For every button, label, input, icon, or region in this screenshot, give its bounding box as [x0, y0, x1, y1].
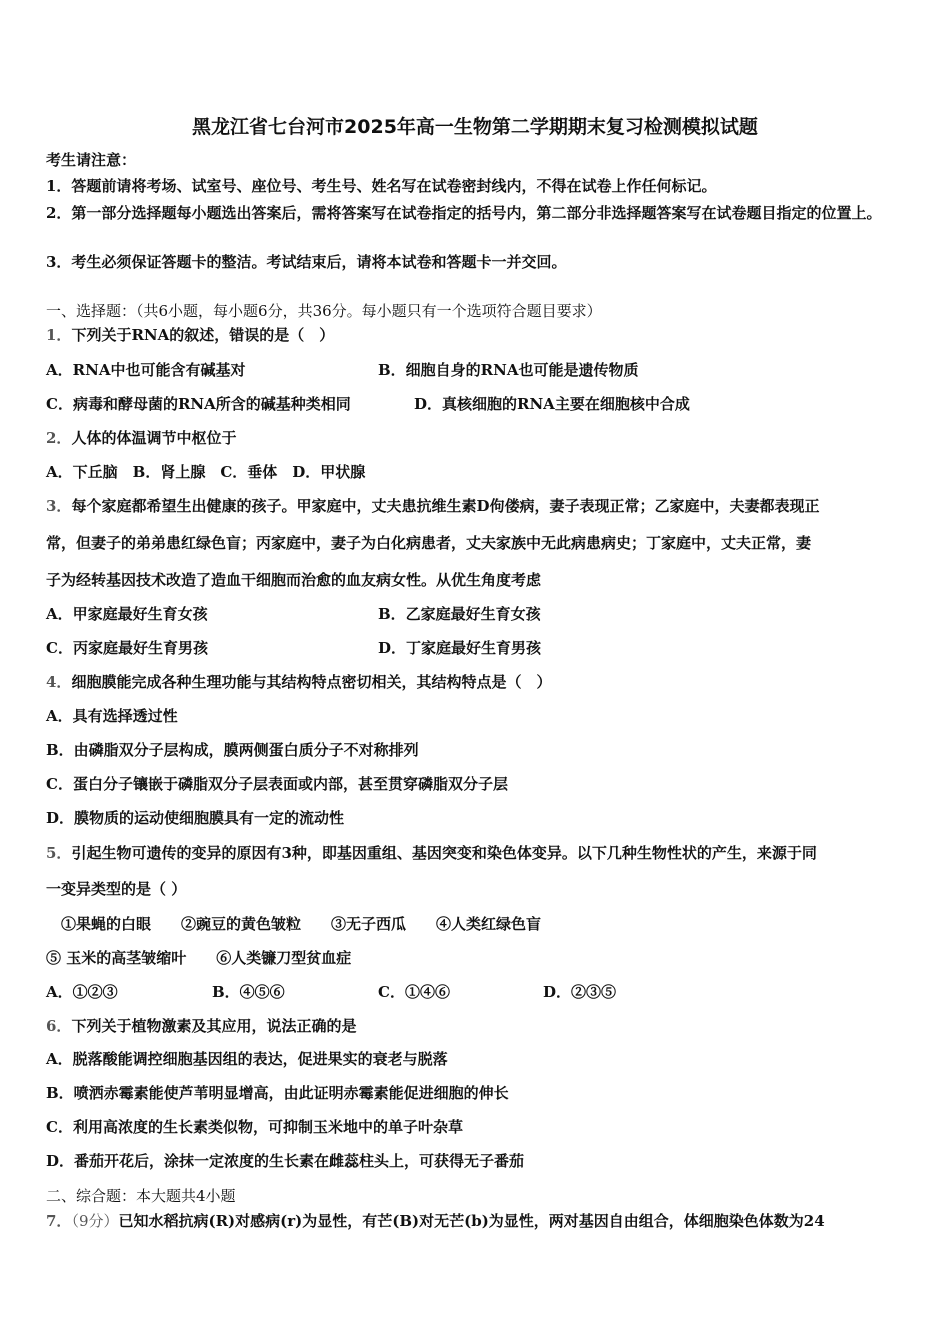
question-5-line-2: 一变异类型的是（ ） [46, 880, 187, 898]
q6-option-b: B．喷洒赤霉素能使芦苇明显增高，由此证明赤霉素能促进细胞的伸长 [46, 1084, 509, 1102]
exam-title: 黑龙江省七台河市2025年高一生物第二学期期末复习检测模拟试题 [192, 116, 758, 138]
q4-option-c: C．蛋白分子镶嵌于磷脂双分子层表面或内部，甚至贯穿磷脂双分子层 [46, 775, 508, 793]
question-stem: 下列关于RNA的叙述，错误的是（ ） [71, 326, 335, 344]
question-stem: 下列关于植物激素及其应用，说法正确的是 [71, 1017, 357, 1035]
q5-option-b: B．④⑤⑥ [212, 983, 285, 1001]
question-stem: 每个家庭都希望生出健康的孩子。甲家庭中，丈夫患抗维生素D佝偻病，妻子表现正常；乙家庭中，夫妻都表现正 [71, 497, 820, 515]
question-stem: 人体的体温调节中枢位于 [71, 429, 237, 447]
q5-option-d: D．②③⑤ [543, 983, 617, 1001]
question-5-line-1 [46, 843, 908, 863]
question-2 [46, 428, 908, 448]
question-7 [46, 1211, 908, 1231]
q6-option-d: D．番茄开花后，涂抹一定浓度的生长素在雌蕊柱头上，可获得无子番茄 [46, 1152, 525, 1170]
notice-item-2: 2．第一部分选择题每小题选出答案后，需将答案写在试卷指定的括号内，第二部分非选择题答案写在试卷题目指定的位置上。 [46, 204, 882, 222]
question-number: 3． [46, 497, 72, 515]
question-1 [46, 325, 908, 345]
question-3-line-3: 子为经转基因技术改造了造血干细胞而治愈的血友病女性。从优生角度考虑 [46, 571, 542, 589]
question-number: 6． [46, 1017, 72, 1035]
question-score: （9分） [71, 1212, 119, 1230]
q1-option-d: D．真核细胞的RNA主要在细胞核中合成 [414, 395, 690, 413]
question-stem: 引起生物可遗传的变异的原因有3种，即基因重组、基因突变和染色体变异。以下几种生物性状的产生，来源于同 [71, 844, 817, 862]
q5-option-a: A．①②③ [46, 983, 118, 1001]
q4-option-b: B．由磷脂双分子层构成，膜两侧蛋白质分子不对称排列 [46, 741, 419, 759]
q6-option-c: C．利用高浓度的生长素类似物，可抑制玉米地中的单子叶杂草 [46, 1118, 463, 1136]
q3-option-a: A．甲家庭最好生育女孩 [46, 605, 208, 623]
q6-option-a: A．脱落酸能调控细胞基因组的表达，促进果实的衰老与脱落 [46, 1050, 448, 1068]
q4-option-a: A．具有选择透过性 [46, 707, 178, 725]
notice-heading: 考生请注意： [46, 151, 137, 169]
q3-option-d: D．丁家庭最好生育男孩 [378, 639, 542, 657]
question-stem: 已知水稻抗病(R)对感病(r)为显性，有芒(B)对无芒(b)为显性，两对基因自由组合，体细胞染色体数为24 [118, 1212, 825, 1230]
q5-items-2: ⑤ 玉米的高茎皱缩叶 ⑥人类镰刀型贫血症 [46, 949, 352, 967]
q1-option-c: C．病毒和酵母菌的RNA所含的碱基种类相同 [46, 395, 351, 413]
question-number: 1． [46, 326, 72, 344]
question-6 [46, 1016, 908, 1036]
q4-option-d: D．膜物质的运动使细胞膜具有一定的流动性 [46, 809, 345, 827]
question-number: 4． [46, 673, 72, 691]
q3-option-b: B．乙家庭最好生育女孩 [378, 605, 541, 623]
q1-option-a: A．RNA中也可能含有碱基对 [46, 361, 246, 379]
section-1-heading: 一、选择题：（共6小题，每小题6分，共36分。每小题只有一个选项符合题目要求） [46, 302, 602, 320]
section-2-heading: 二、综合题：本大题共4小题 [46, 1187, 236, 1205]
notice-item-3: 3．考生必须保证答题卡的整洁。考试结束后，请将本试卷和答题卡一并交回。 [46, 253, 567, 271]
q1-option-b: B．细胞自身的RNA也可能是遗传物质 [378, 361, 639, 379]
notice-item-1: 1．答题前请将考场、试室号、座位号、考生号、姓名写在试卷密封线内，不得在试卷上作任何标记。 [46, 177, 717, 195]
question-number: 2． [46, 429, 72, 447]
q5-option-c: C．①④⑥ [378, 983, 450, 1001]
question-number: 7． [46, 1212, 72, 1230]
question-3-line-1 [46, 496, 908, 516]
question-3-line-2: 常，但妻子的弟弟患红绿色盲；丙家庭中，妻子为白化病患者，丈夫家族中无此病患病史；丁家庭中，丈夫正常，妻 [46, 534, 812, 552]
question-number: 5． [46, 844, 72, 862]
q5-items-1: ①果蝇的白眼 ②豌豆的黄色皱粒 ③无子西瓜 ④人类红绿色盲 [46, 915, 542, 933]
question-stem: 细胞膜能完成各种生理功能与其结构特点密切相关，其结构特点是（ ） [71, 673, 552, 691]
q3-option-c: C．丙家庭最好生育男孩 [46, 639, 208, 657]
question-4 [46, 672, 908, 692]
q2-options: A．下丘脑 B．肾上腺 C．垂体 D．甲状腺 [46, 463, 366, 481]
